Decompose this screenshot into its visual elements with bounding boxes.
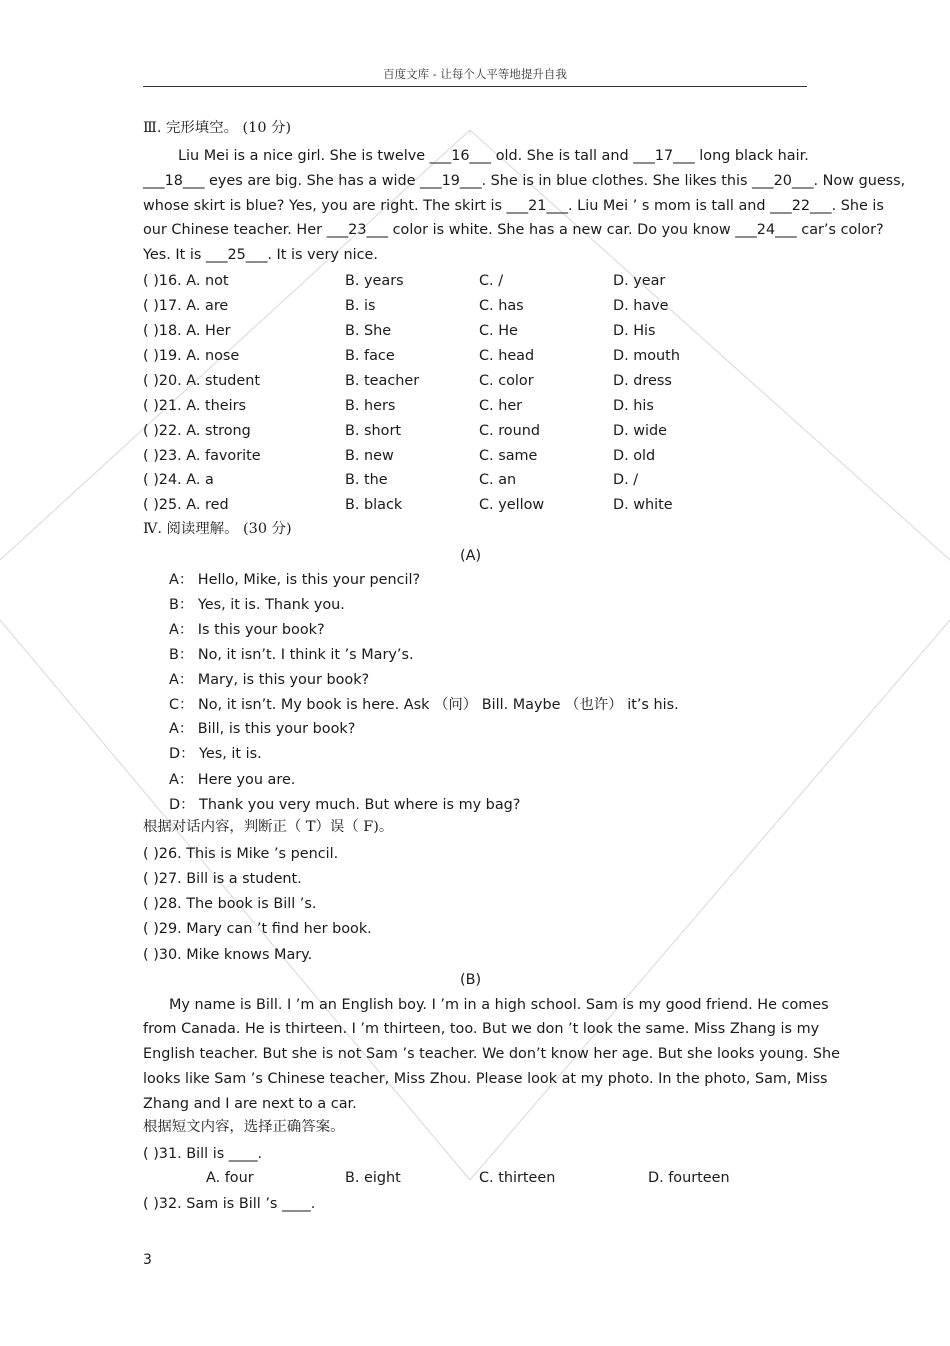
- tf-item-26: ( )26. This is Mike ’s pencil.: [143, 846, 339, 862]
- dialogue-line: A： Bill, is this your book?: [169, 721, 356, 737]
- question-24: ( )24. A. a: [143, 472, 214, 488]
- option-d: D. his: [613, 398, 654, 414]
- part-a-instruction: 根据对话内容，判断正（ T）误（ F)。: [143, 819, 394, 835]
- dialogue-line: D： Thank you very much. But where is my bag?: [169, 797, 521, 813]
- option-d: D. white: [613, 497, 673, 513]
- option-c: C. color: [479, 373, 534, 389]
- question-18: ( )18. A. Her: [143, 323, 231, 339]
- option-b: B. the: [345, 472, 388, 488]
- passage-b-line: English teacher. But she is not Sam ’s teacher. We don’t know her age. But she looks young. She: [143, 1046, 840, 1062]
- dialogue-line: B： Yes, it is. Thank you.: [169, 597, 345, 613]
- option-c: C. /: [479, 273, 504, 289]
- part-a-label: (A): [460, 548, 482, 564]
- question-20: ( )20. A. student: [143, 373, 261, 389]
- passage-line: Liu Mei is a nice girl. She is twelve ___16___ old. She is tall and ___17___ long black hair.: [178, 148, 809, 164]
- option-b: B. is: [345, 298, 376, 314]
- option-d: D. His: [613, 323, 656, 339]
- passage-line: our Chinese teacher. Her ___23___ color is white. She has a new car. Do you know ___24___ car’s color?: [143, 222, 884, 238]
- option-d: D. fourteen: [648, 1170, 730, 1186]
- passage-b-line: from Canada. He is thirteen. I ’m thirteen, too. But we don ’t look the same. Miss Zhang is my: [143, 1021, 820, 1037]
- dialogue-line: C： No, it isn’t. My book is here. Ask （问） Bill. Maybe （也许） it’s his.: [169, 697, 679, 713]
- tf-item-28: ( )28. The book is Bill ’s.: [143, 896, 317, 912]
- dialogue-line: A： Here you are.: [169, 772, 296, 788]
- passage-b-line: Zhang and I are next to a car.: [143, 1096, 357, 1112]
- option-d: D. year: [613, 273, 666, 289]
- dialogue-line: A： Is this your book?: [169, 622, 325, 638]
- header-divider: [143, 86, 807, 87]
- question-25: ( )25. A. red: [143, 497, 229, 513]
- option-c: C. yellow: [479, 497, 545, 513]
- option-d: D. mouth: [613, 348, 680, 364]
- option-c: C. an: [479, 472, 517, 488]
- part-b-label: (B): [460, 972, 482, 988]
- question-21: ( )21. A. theirs: [143, 398, 247, 414]
- passage-line: ___18___ eyes are big. She has a wide ___19___. She is in blue clothes. She likes this ___20___. Now guess,: [143, 173, 906, 189]
- option-d: D. /: [613, 472, 639, 488]
- option-b: B. teacher: [345, 373, 420, 389]
- passage-line: whose skirt is blue? Yes, you are right. The skirt is ___21___. Liu Mei ’ s mom is tall and ___22___. She is: [143, 198, 884, 214]
- section-4-title: Ⅳ. 阅读理解。 (30 分): [143, 521, 292, 537]
- tf-item-29: ( )29. Mary can ’t find her book.: [143, 921, 372, 937]
- option-b: B. eight: [345, 1170, 401, 1186]
- option-b: B. She: [345, 323, 392, 339]
- option-b: B. hers: [345, 398, 396, 414]
- dialogue-line: A： Hello, Mike, is this your pencil?: [169, 572, 421, 588]
- tf-item-30: ( )30. Mike knows Mary.: [143, 947, 313, 963]
- dialogue-line: D： Yes, it is.: [169, 746, 262, 762]
- page-header: 百度文库 - 让每个人平等地提升自我: [383, 67, 567, 81]
- option-c: C. thirteen: [479, 1170, 556, 1186]
- option-a: A. four: [206, 1170, 254, 1186]
- question-19: ( )19. A. nose: [143, 348, 240, 364]
- option-b: B. face: [345, 348, 395, 364]
- option-c: C. has: [479, 298, 524, 314]
- option-d: D. have: [613, 298, 669, 314]
- option-d: D. wide: [613, 423, 667, 439]
- option-c: C. head: [479, 348, 535, 364]
- part-b-instruction: 根据短文内容，选择正确答案。: [143, 1119, 345, 1135]
- option-b: B. new: [345, 448, 394, 464]
- question-17: ( )17. A. are: [143, 298, 229, 314]
- option-d: D. dress: [613, 373, 672, 389]
- question-32: ( )32. Sam is Bill ’s ____.: [143, 1196, 316, 1212]
- option-c: C. He: [479, 323, 518, 339]
- question-31: ( )31. Bill is ____.: [143, 1146, 263, 1162]
- option-c: C. her: [479, 398, 523, 414]
- option-d: D. old: [613, 448, 656, 464]
- section-3-title: Ⅲ. 完形填空。 (10 分): [143, 120, 292, 136]
- dialogue-line: B： No, it isn’t. I think it ’s Mary’s.: [169, 647, 414, 663]
- question-16: ( )16. A. not: [143, 273, 229, 289]
- page-number: 3: [143, 1252, 152, 1268]
- passage-b-line: looks like Sam ’s Chinese teacher, Miss Zhou. Please look at my photo. In the photo, Sam, Miss: [143, 1071, 828, 1087]
- option-b: B. short: [345, 423, 402, 439]
- tf-item-27: ( )27. Bill is a student.: [143, 871, 302, 887]
- dialogue-line: A： Mary, is this your book?: [169, 672, 370, 688]
- question-23: ( )23. A. favorite: [143, 448, 261, 464]
- passage-line: Yes. It is ___25___. It is very nice.: [143, 247, 378, 263]
- passage-b-line: My name is Bill. I ’m an English boy. I ’m in a high school. Sam is my good friend. He comes: [169, 997, 829, 1013]
- question-22: ( )22. A. strong: [143, 423, 251, 439]
- option-c: C. same: [479, 448, 538, 464]
- option-c: C. round: [479, 423, 540, 439]
- option-b: B. years: [345, 273, 404, 289]
- option-b: B. black: [345, 497, 403, 513]
